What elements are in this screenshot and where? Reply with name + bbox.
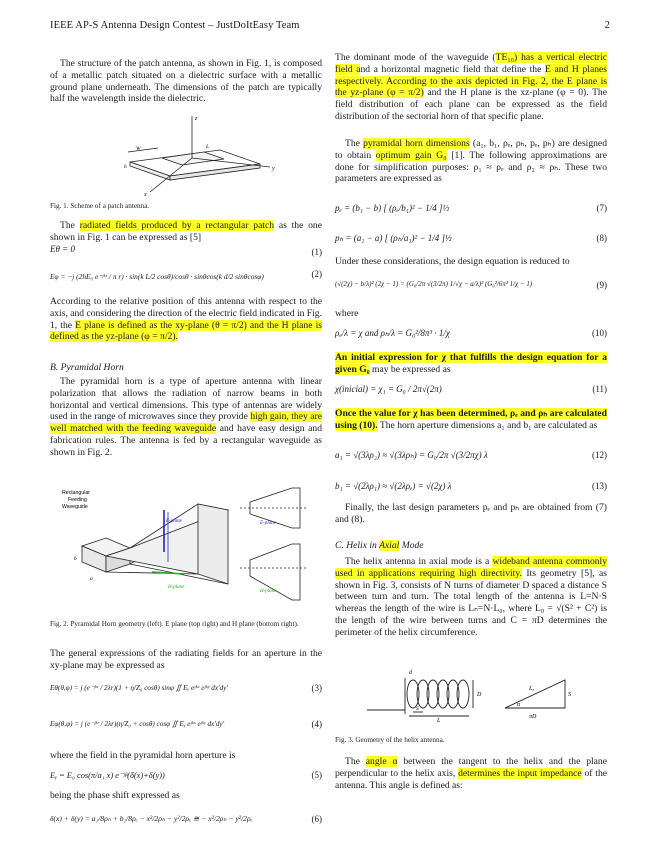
equation-3-body: Eθ(θ,φ) = j (e⁻ʲᵏʳ / 2λr)(1 + η/Z₀ cosθ) sinφ ∬ Eᵧ eʲᵏˣ eʲᵏʸ dx′dy′ — [50, 684, 228, 692]
equation-13-number: (13) — [592, 481, 607, 491]
pyramidal-horn-paragraph — [50, 376, 322, 458]
page-number: 2 — [604, 20, 610, 31]
equation-4 — [50, 712, 322, 740]
fig3-label-Lo: L₀ — [529, 686, 535, 692]
equation-10 — [335, 322, 607, 346]
section-b-title: B. Pyramidal Horn — [50, 362, 124, 373]
section-c-text-b: Mode — [399, 540, 424, 551]
r-p1-highlight-1: TE₁₀) has a vertical electric field a — [335, 52, 608, 75]
equation-12-body: a₁ = √(3λρ₂) ≈ √(3λρₕ) = G₀/2π √(3/2πχ) λ — [335, 450, 488, 460]
fig3-label-S: S — [416, 706, 419, 712]
equation-5-number: (5) — [311, 770, 322, 780]
horn-dimensions-paragraph — [335, 138, 607, 185]
fig1-label-h: h — [124, 164, 127, 170]
equation-6-body: δ(x) + δ(y) = a₁/8ρₕ + b₁/8ρₑ − x²/2ρₕ − y²/2ρₑ ≅ − x²/2ρₕ − y²/2ρₑ — [50, 814, 253, 823]
fig3-label-s2: S — [568, 692, 571, 698]
fig1-patch-diagram — [100, 112, 280, 198]
r-p3-text: Under these considerations, the design equation is reduced to — [335, 256, 570, 267]
fig1-label-z: z — [195, 116, 198, 122]
fig1-caption-text: Fig. 1. Scheme of a patch antenna. — [50, 202, 150, 210]
p2-text-b: as the one shown in Fig. 1 can be expressed as [5] — [50, 220, 322, 243]
fig2-horn-diagram — [60, 482, 322, 610]
fig1-label-l: L — [206, 144, 210, 150]
header-title: IEEE AP-S Antenna Design Contest – JustDoItEasy Team — [50, 20, 300, 31]
fig3-label-D: D — [477, 692, 482, 698]
equation-9-number: (9) — [596, 280, 607, 290]
equation-5-body: Eᵧ = E₀ cos(π/a₁ x) e⁻ʲᵝ(δ(x)+δ(y)) — [50, 771, 165, 780]
p3-highlight: E plane is defined as the xy-plane (θ = π/2) and the H plane is defined as the yz-plane (φ = π/2). — [50, 319, 322, 343]
fig3-label-L: L — [437, 718, 441, 722]
r-p1-text-c: and the H plane is the xz-plane (φ = 0). The field distribution of each plane can be expressed as the field distribution of the sectorial horn of that specific plane. — [335, 87, 607, 122]
equation-13-body: b₁ = √(2λρ₁) ≈ √(2λρₑ) = √(2χ) λ — [335, 481, 452, 491]
dominant-mode-paragraph — [335, 52, 607, 123]
section-c-highlight: Axial — [379, 540, 400, 551]
r-p2-highlight-1: pyramidal horn dimensions — [363, 138, 470, 149]
equation-8-number: (8) — [596, 233, 607, 243]
fig2-caption-text: Fig. 2. Pyramidal Horn geometry (left). E plane (top right) and H plane (bottom right). — [50, 620, 299, 628]
radiated-fields-paragraph — [50, 220, 322, 244]
fig1-label-x: x — [144, 192, 147, 198]
r-p9-highlight-2: determines the input impedance — [458, 767, 582, 779]
section-c-text-a: C. Helix in — [335, 540, 380, 551]
section-c-heading — [335, 540, 607, 552]
equation-3 — [50, 676, 322, 704]
equation-11-number: (11) — [592, 384, 607, 394]
fig1-label-w: W — [136, 146, 141, 152]
equation-11-body: χ(inicial) = χ₁ = G₀ / 2π√(2π) — [335, 384, 442, 394]
equation-2-body: Eφ = −j (2hE₀ e⁻ʲᵏʳ / π r) · sin(k L/2 cosθ)/cosθ · sinθcos(k d/2 sinθcosφ) — [50, 272, 264, 281]
angle-paragraph — [335, 756, 607, 791]
equation-1-number: (1) — [311, 247, 322, 257]
r-p1-text-a: The dominant mode of the waveguide ( — [335, 52, 496, 63]
fig3-label-alpha: α — [517, 702, 521, 708]
p3-text-a: According to the relative position of this antenna with respect to the axis, and considering the direction of the electric field indicated in Fig. 1, the — [50, 296, 323, 331]
p7-text: being the phase shift expressed as — [50, 790, 180, 801]
r-p8-text-a: The helix antenna in axial mode is a — [345, 556, 493, 567]
equation-6-number: (6) — [311, 814, 322, 824]
equation-10-body: ρₑ/λ = χ and ρₕ/λ = G₀²/8π³ · 1/χ — [335, 328, 450, 338]
r-p6-text-b: The horn aperture dimensions a₁ and b₁ are calculated as — [377, 419, 598, 431]
r-p9-highlight-1: angle α — [365, 756, 398, 767]
fig3-label-piD: πD — [529, 714, 537, 720]
equation-5 — [50, 766, 322, 786]
r-p1-text-b: nd a horizontal magnetic field that define the — [360, 63, 545, 75]
equation-9 — [335, 272, 607, 300]
equation-8 — [335, 228, 607, 252]
section-b-heading — [50, 362, 322, 374]
fig1-label-y: y — [272, 166, 275, 172]
p6-text: where the field in the pyramidal horn aperture is — [50, 750, 236, 761]
fig2-label-b: b — [74, 556, 77, 562]
p4-text-b: and have easy design and fabrication rules. The antenna is fed by a rectangular waveguide as shown in Fig. 2. — [50, 423, 323, 458]
p4-text-a: The pyramidal horn is a type of aperture antenna with linear polarization that allows the radiation of narrow beams in both horizontal and vertical dimensions. This type of antennas are widely used in the range of microwaves since they provide — [50, 376, 322, 423]
r-p8-text-b: Its geometry [5], as shown in Fig. 3, consists of N turns of diameter D spaced a distance S between turn and turn. The total length of the antenna is L=N·S whereas the length of the wire is Lₙ=N·L₀, where L₀ = √(S² + C²) is the length of the wire between turns and C = πD determines the perimeter of the helix circumference. — [335, 567, 607, 638]
equation-1 — [50, 244, 322, 264]
equation-7-number: (7) — [596, 203, 607, 213]
equation-12-number: (12) — [592, 450, 607, 460]
equation-4-number: (4) — [311, 719, 322, 729]
r-p8-highlight: wideband antenna commonly used in applications requiring high directivity. — [335, 556, 607, 579]
r-p7-text: Finally, the last design parameters pₑ and pₕ are obtained from (7) and (8). — [335, 502, 607, 525]
r-p5-text-b: may be expressed as — [369, 363, 451, 375]
fig3-caption-text: Fig. 3. Geometry of the helix antenna. — [335, 736, 445, 744]
equation-2 — [50, 266, 322, 292]
fig3-helix-diagram — [365, 664, 585, 722]
equation-13 — [335, 478, 607, 498]
fig2-label-eplane-right: E-plane — [260, 521, 276, 526]
fig2-label-feed-1: Rectangular — [62, 490, 90, 496]
fig2-label-hplane-right: H-plane — [260, 589, 277, 594]
page-header — [50, 20, 610, 34]
aperture-fields-paragraph — [50, 648, 322, 672]
design-equation-sentence — [335, 256, 607, 268]
fig2-label-a: a — [90, 576, 93, 582]
fig2-label-eplane: E-plane — [166, 519, 182, 524]
equation-8-body: pₕ = (a₁ − a) [ (ρₕ/a₁)² − 1/4 ]½ — [335, 233, 452, 243]
equation-10-number: (10) — [592, 328, 607, 338]
phase-shift-sentence — [50, 790, 322, 802]
aperture-field-sentence — [50, 750, 322, 762]
equation-1-body: Eθ = 0 — [50, 244, 75, 254]
equation-6 — [50, 808, 322, 834]
eplane-paragraph — [50, 296, 322, 343]
equation-7 — [335, 198, 607, 222]
initial-expression-paragraph — [335, 352, 607, 376]
r-p2-text-b: (a₁, b₁, ρₑ, ρₕ, pₑ, pₕ) are designed to obtain — [335, 138, 607, 161]
intro-paragraph — [50, 58, 322, 105]
r-p1-highlight-2: E and H planes respectively. According to the axis depicted in Fig. 2, the E plane is the yz-plane (φ = π/2) — [335, 63, 607, 99]
r-p6-highlight: Once the value for χ has been determined, ρₑ and ρₕ are calculated using (10). — [335, 408, 607, 431]
p5-text: The general expressions of the radiating fields for an aperture in the xy-plane may be expressed as — [50, 648, 322, 671]
fig1-caption — [50, 202, 322, 211]
where-text — [335, 308, 607, 320]
fig3-caption — [335, 736, 607, 745]
r-p2-text-c: [1]. The following approximations are done for simplification purposes: ρ₁ ≈ ρₑ and ρ₂ ≈ ρₕ. These two parameters are expressed as — [335, 149, 607, 185]
equation-11 — [335, 378, 607, 402]
fig2-label-feed-2: Feeding — [68, 497, 87, 503]
fig2-label-feed-3: Waveguide — [62, 504, 88, 510]
r-p9-text-a: The — [345, 756, 366, 767]
patch-structure-text: The structure of the patch antenna, as shown in Fig. 1, is composed of a metallic patch situated on a dielectric surface with a metallic ground plane underneath. The dimensions of the patch are typically half the wavelength inside the dielectric. — [50, 58, 322, 105]
r-p2-highlight-2: optimum gain G₀ — [375, 149, 447, 161]
equation-7-body: pₑ = (b₁ − b) [ (ρₑ/b₁)² − 1/4 ]½ — [335, 203, 450, 213]
r-p5-highlight: An initial expression for χ that fulfills the design equation for a given G₀ — [335, 352, 607, 375]
r-p9-text-b: between the tangent to the helix and the plane perpendicular to the helix axis, — [335, 756, 607, 779]
equation-3-number: (3) — [311, 683, 322, 693]
equation-9-body: (√(2χ) − b/λ)² (2χ − 1) = (G₀/2π √(3/2π) 1/√χ − a/λ)² (G₀²/6π³ 1/χ − 1) — [335, 280, 533, 288]
final-parameters-paragraph — [335, 502, 607, 526]
r-p4-text: where — [335, 308, 359, 319]
fig2-caption — [50, 620, 322, 629]
fig3-label-d: d — [409, 670, 412, 676]
equation-12 — [335, 444, 607, 470]
fig2-label-hplane: H-plane — [168, 585, 185, 590]
p2-highlight: radiated fields produced by a rectangular patch — [79, 220, 275, 231]
p2-text-a: The — [60, 220, 80, 231]
r-p2-text-a: The — [345, 138, 364, 149]
equation-2-number: (2) — [311, 269, 322, 279]
equation-4-body: Eφ(θ,φ) = j (e⁻ʲᵏʳ / 2λr)(η/Z₀ + cosθ) cosφ ∬ Eᵧ eʲᵏˣ eʲᵏʸ dx′dy′ — [50, 720, 225, 728]
p4-highlight: high gain, they are well matched with the feeding waveguide — [50, 411, 322, 434]
helix-paragraph — [335, 556, 607, 638]
value-determined-paragraph — [335, 408, 607, 432]
r-p9-text-c: of the antenna. This angle is defined as: — [335, 767, 607, 791]
